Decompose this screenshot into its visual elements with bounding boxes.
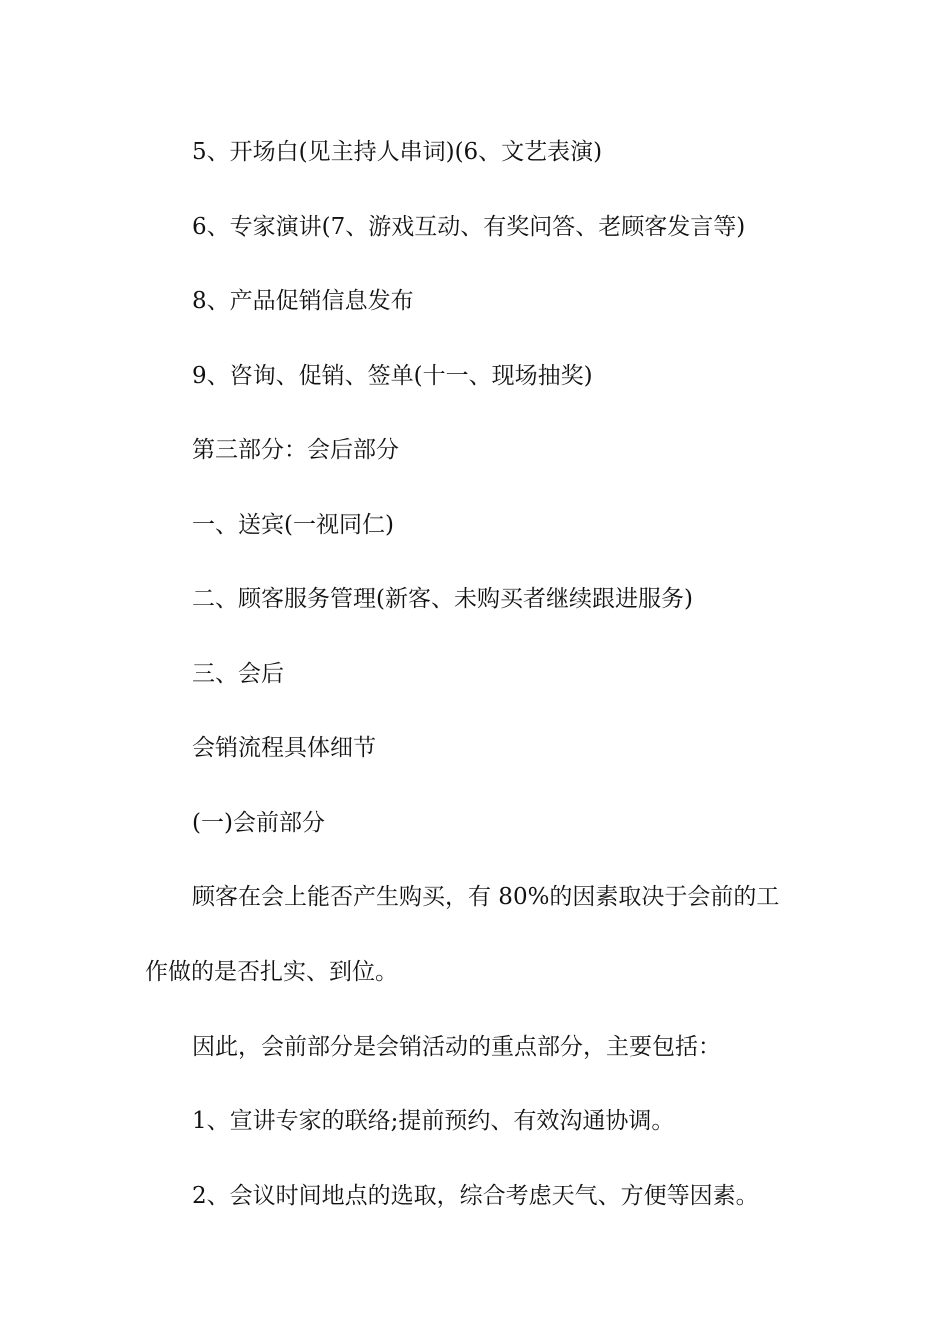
section-heading: (一)会前部分: [192, 810, 325, 836]
paragraph-line: 6、专家演讲(7、游戏互动、有奖问答、老顾客发言等): [192, 214, 746, 240]
paragraph-line: 9、咨询、促销、签单(十一、现场抽奖): [192, 363, 593, 389]
paragraph-line: 8、产品促销信息发布: [192, 288, 414, 314]
paragraph-line: 5、开场白(见主持人串词)(6、文艺表演): [192, 139, 603, 165]
paragraph-line: 二、顾客服务管理(新客、未购买者继续跟进服务): [192, 586, 693, 612]
paragraph-line: 一、送宾(一视同仁): [192, 512, 394, 538]
section-heading: 会销流程具体细节: [192, 735, 376, 761]
paragraph-line: 因此，会前部分是会销活动的重点部分，主要包括：: [192, 1034, 721, 1060]
section-heading: 第三部分：会后部分: [192, 437, 399, 463]
paragraph-line: 1、宣讲专家的联络;提前预约、有效沟通协调。: [192, 1108, 675, 1134]
paragraph-line: 三、会后: [192, 661, 284, 687]
paragraph-line: 2、会议时间地点的选取，综合考虑天气、方便等因素。: [192, 1183, 759, 1209]
paragraph-line: 作做的是否扎实、到位。: [145, 959, 398, 985]
paragraph-line: 顾客在会上能否产生购买，有 80%的因素取决于会前的工: [192, 884, 780, 910]
